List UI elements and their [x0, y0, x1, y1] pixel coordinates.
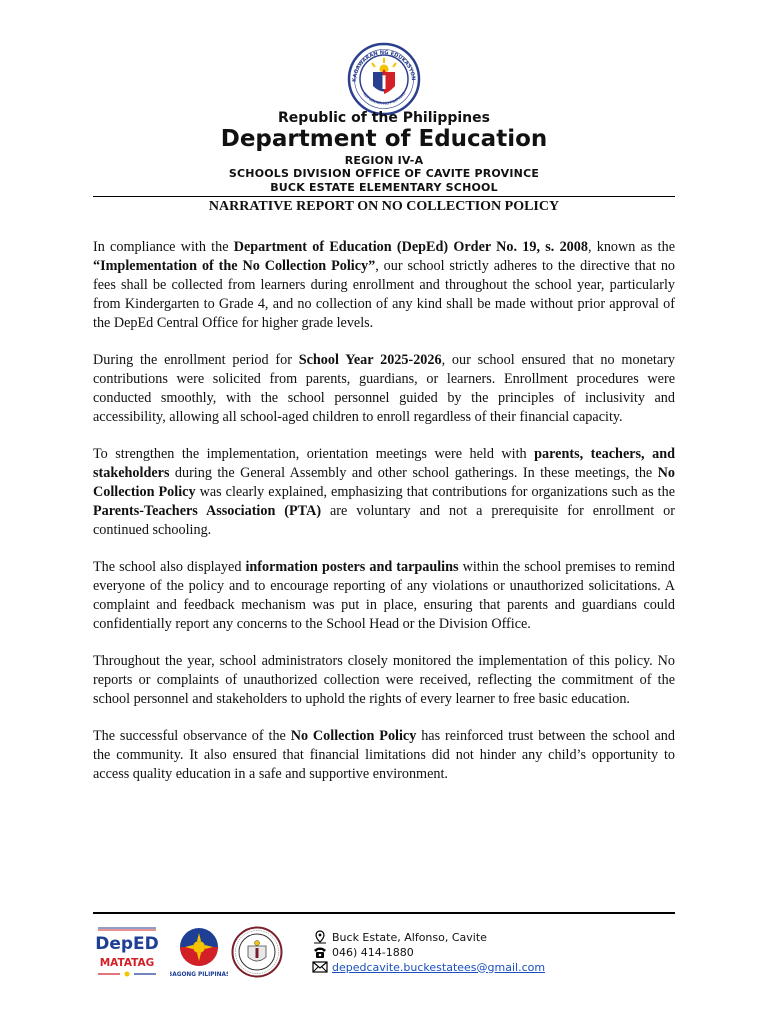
region-heading: REGION IV-A	[344, 154, 424, 167]
bold-text-segment: “Implementation of the No Collection Policy”	[93, 258, 376, 274]
email-link[interactable]: depedcavite.buckestatees@gmail.com	[332, 960, 546, 974]
phone-line	[312, 945, 414, 959]
footer-divider	[93, 912, 675, 914]
header-divider	[93, 196, 675, 197]
report-body	[93, 238, 675, 802]
bagong-pilipinas-logo-icon	[170, 925, 228, 981]
text-segment: has reinforced trust between the school and the community. It also ensured that financial limitations did not hinder any child’s opportunity to access quality education in a safe and supportive environment.	[93, 728, 675, 782]
school-seal-icon	[231, 926, 283, 978]
department-heading: Department of Education	[220, 126, 548, 152]
envelope-icon	[312, 960, 328, 974]
body-paragraph	[93, 238, 675, 333]
bold-text-segment: parents, teachers, and stakeholders	[93, 446, 675, 481]
bold-text-segment: School Year 2025-2026	[298, 352, 442, 368]
email-line	[312, 960, 545, 974]
text-segment: within the school premises to remind everyone of the policy and to encourage reporting of any violations or unauthorized solicitations. A complaint and feedback mechanism was put in place, ensuring that parents and guardians could confidentially report any concerns to the School Head or the Division Office.	[93, 559, 675, 632]
phone-icon	[312, 945, 328, 959]
text-segment: To strengthen the implementation, orientation meetings were held with	[93, 446, 535, 462]
body-paragraph	[93, 652, 675, 709]
text-segment: was clearly explained, emphasizing that contributions for organizations such as the	[195, 484, 675, 500]
text-segment: The successful observance of the	[93, 728, 291, 744]
body-paragraph	[93, 727, 675, 784]
bold-text-segment: Parents-Teachers Association (PTA)	[93, 503, 322, 519]
seal-text-bottom: REPUBLIKA NG PILIPINAS	[362, 90, 407, 106]
text-segment: Throughout the year, school administrators closely monitored the implementation of this policy. No reports or complaints of unauthorized collection were received, reflecting the commitment of the school personnel and stakeholders to uphold the rights of every learner to free basic education.	[93, 653, 675, 707]
text-segment: , known as the	[587, 239, 676, 255]
bold-text-segment: No Collection Policy	[290, 728, 417, 744]
deped-logo-text: DepED	[96, 934, 158, 954]
bagong-pilipinas-text: BAGONG PILIPINAS	[170, 972, 228, 978]
address-text: Buck Estate, Alfonso, Cavite	[332, 930, 487, 944]
bold-text-segment: Department of Education (DepEd) Order No. 19, s. 2008	[233, 239, 588, 255]
division-heading: SCHOOLS DIVISION OFFICE OF CAVITE PROVINCE	[228, 167, 540, 180]
text-segment: During the enrollment period for	[93, 352, 299, 368]
text-segment: are voluntary and not a prerequisite for enrollment or continued schooling.	[93, 503, 675, 538]
address-line	[312, 930, 487, 944]
matatag-logo-text: MATATAG	[99, 957, 155, 969]
republic-heading: Republic of the Philippines	[278, 110, 490, 126]
deped-matatag-logo-icon	[96, 925, 158, 981]
text-segment: during the General Assembly and other school gatherings. In these meetings, the	[169, 465, 658, 481]
text-segment: In compliance with the	[93, 239, 234, 255]
body-paragraph	[93, 558, 675, 634]
deped-seal-icon	[347, 42, 421, 116]
bold-text-segment: information posters and tarpaulins	[245, 559, 459, 575]
seal-text-top: KAGAWARAN NG EDUKASYON	[351, 49, 417, 83]
report-title: NARRATIVE REPORT ON NO COLLECTION POLICY	[208, 199, 560, 214]
body-paragraph	[93, 445, 675, 540]
text-segment: , our school strictly adheres to the directive that no fees shall be collected from learners during enrollment and throughout the school year, particularly from Kindergarten to Grade 4, and no collection of any kind shall be made without prior approval of the DepEd Central Office for higher grade levels.	[93, 258, 676, 331]
phone-text: 046) 414-1880	[332, 945, 414, 959]
school-heading: BUCK ESTATE ELEMENTARY SCHOOL	[270, 181, 498, 194]
text-segment: The school also displayed	[93, 559, 246, 575]
bold-text-segment: No Collection Policy	[93, 465, 675, 500]
body-paragraph	[93, 351, 675, 427]
text-segment: , our school ensured that no monetary contributions were solicited from parents, guardians, or learners. Enrollment procedures were conducted smoothly, with the school personnel guided by the principles of inclusivity and accessibility, allowing all school-aged children to enroll regardless of their financial capacity.	[93, 352, 675, 425]
location-pin-icon	[312, 930, 328, 944]
